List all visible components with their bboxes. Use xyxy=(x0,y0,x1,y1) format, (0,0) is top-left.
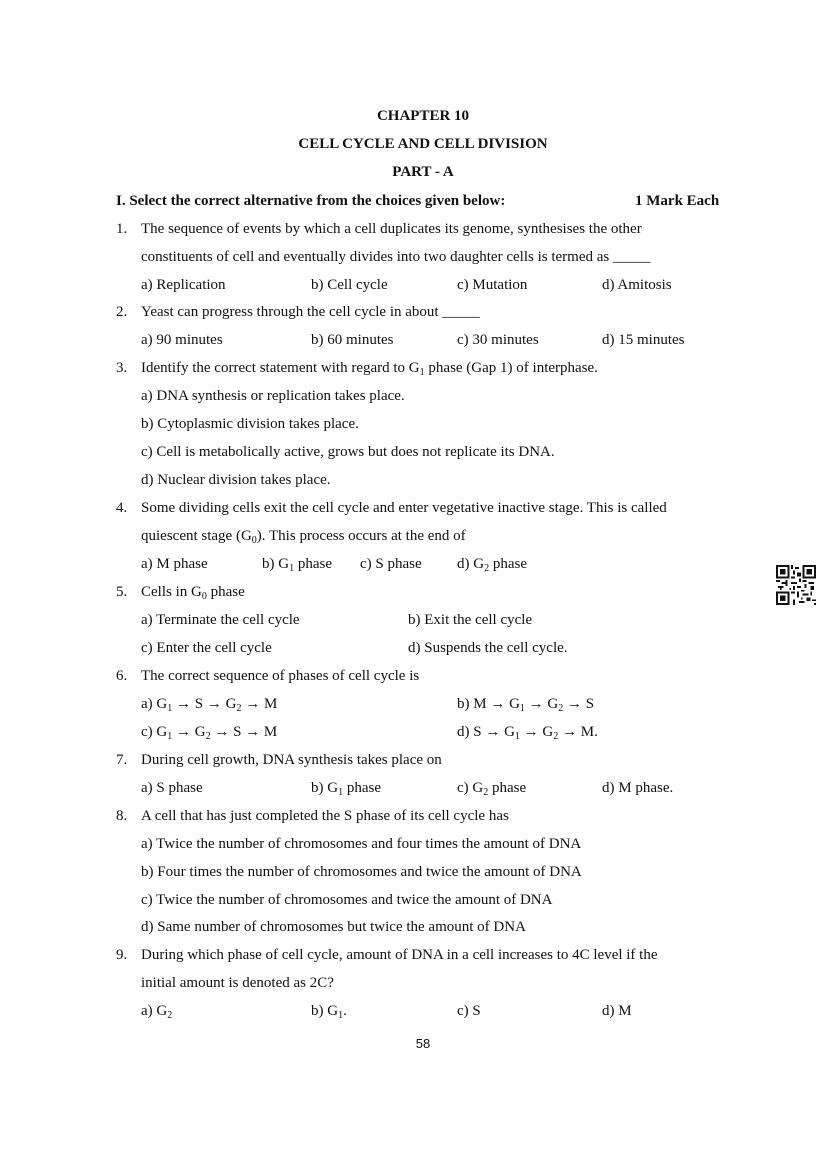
option-b: b) $G_1$ phase xyxy=(311,780,381,798)
option-c: c) Cell is metabolically active, grows but does not replicate its DNA. xyxy=(141,444,555,460)
question-text: initial amount is denoted as 2C? xyxy=(141,975,334,991)
option-d: d) M phase. xyxy=(602,780,674,796)
question-number: 6. xyxy=(116,668,128,684)
option-b: b) $M \to G_1 \to G_2 \to S$ xyxy=(457,696,595,714)
option-d: d) Suspends the cell cycle. xyxy=(408,640,568,656)
option-a: a) M phase xyxy=(141,556,208,572)
option-c: c) $G_1 \to G_2 \to S \to M$ xyxy=(141,724,278,742)
question-text: Yeast can progress through the cell cycle in about _____ xyxy=(141,304,480,320)
question-text: During cell growth, DNA synthesis takes place on xyxy=(141,752,442,768)
option-c: c) Mutation xyxy=(457,277,528,293)
question-number: 9. xyxy=(116,947,128,963)
option-b: b) Exit the cell cycle xyxy=(408,612,533,628)
option-a: a) Terminate the cell cycle xyxy=(141,612,300,628)
question-text: Some dividing cells exit the cell cycle and enter vegetative inactive stage. This is called xyxy=(141,500,667,516)
qr-code-icon xyxy=(776,565,816,605)
question-number: 5. xyxy=(116,584,128,600)
section-instruction: I. Select the correct alternative from the choices given below: xyxy=(116,193,506,209)
option-c: c) $G_2$ phase xyxy=(457,780,527,798)
part-heading: PART - A xyxy=(392,164,454,180)
question-number: 3. xyxy=(116,360,128,376)
option-a: a) S phase xyxy=(141,780,203,796)
question-text: The sequence of events by which a cell duplicates its genome, synthesises the other xyxy=(141,221,642,237)
option-d: d) $S \to G_1 \to G_2 \to M$. xyxy=(457,724,598,742)
question-text: Identify the correct statement with regard to $G_1$ phase (Gap 1) of interphase. xyxy=(141,360,598,378)
option-d: d) Nuclear division takes place. xyxy=(141,472,331,488)
question-text: During which phase of cell cycle, amount of DNA in a cell increases to 4C level if the xyxy=(141,947,658,963)
page-number: 58 xyxy=(415,1036,431,1051)
option-b: b) Four times the number of chromosomes and twice the amount of DNA xyxy=(141,864,582,880)
option-a: a) Twice the number of chromosomes and four times the amount of DNA xyxy=(141,836,582,852)
chapter-heading: CHAPTER 10 xyxy=(376,108,470,124)
marks-label: 1 Mark Each xyxy=(635,193,720,209)
option-d: d) Same number of chromosomes but twice the amount of DNA xyxy=(141,919,526,935)
option-b: b) $G_1$ phase xyxy=(262,556,332,574)
option-d: d) Amitosis xyxy=(602,277,672,293)
question-text: A cell that has just completed the S phase of its cell cycle has xyxy=(141,808,509,824)
option-c: c) Enter the cell cycle xyxy=(141,640,272,656)
option-b: b) Cell cycle xyxy=(311,277,388,293)
option-d: d) M xyxy=(602,1003,632,1019)
question-text: The correct sequence of phases of cell cycle is xyxy=(141,668,420,684)
question-number: 2. xyxy=(116,304,128,320)
option-d: d) 15 minutes xyxy=(602,332,685,348)
question-text: Cells in $G_0$ phase xyxy=(141,584,245,602)
question-number: 1. xyxy=(116,221,128,237)
option-a: a) $G_2$ xyxy=(141,1003,173,1021)
chapter-title: CELL CYCLE AND CELL DIVISION xyxy=(298,136,548,152)
option-c: c) 30 minutes xyxy=(457,332,539,348)
option-b: b) $G_1$. xyxy=(311,1003,347,1021)
option-c: c) S phase xyxy=(360,556,422,572)
option-a: a) DNA synthesis or replication takes place. xyxy=(141,388,405,404)
question-number: 4. xyxy=(116,500,128,516)
question-text: quiescent stage $(G_0)$. This process occurs at the end of xyxy=(141,528,466,546)
option-c: c) Twice the number of chromosomes and twice the amount of DNA xyxy=(141,892,553,908)
option-c: c) S xyxy=(457,1003,481,1019)
option-b: b) Cytoplasmic division takes place. xyxy=(141,416,359,432)
question-number: 8. xyxy=(116,808,128,824)
question-text: constituents of cell and eventually divides into two daughter cells is termed as _____ xyxy=(141,249,651,265)
question-number: 7. xyxy=(116,752,128,768)
option-b: b) 60 minutes xyxy=(311,332,394,348)
option-a: a) Replication xyxy=(141,277,226,293)
option-d: d) $G_2$ phase xyxy=(457,556,527,574)
option-a: a) $G_1 \to S \to G_2 \to M$ xyxy=(141,696,278,714)
option-a: a) 90 minutes xyxy=(141,332,223,348)
